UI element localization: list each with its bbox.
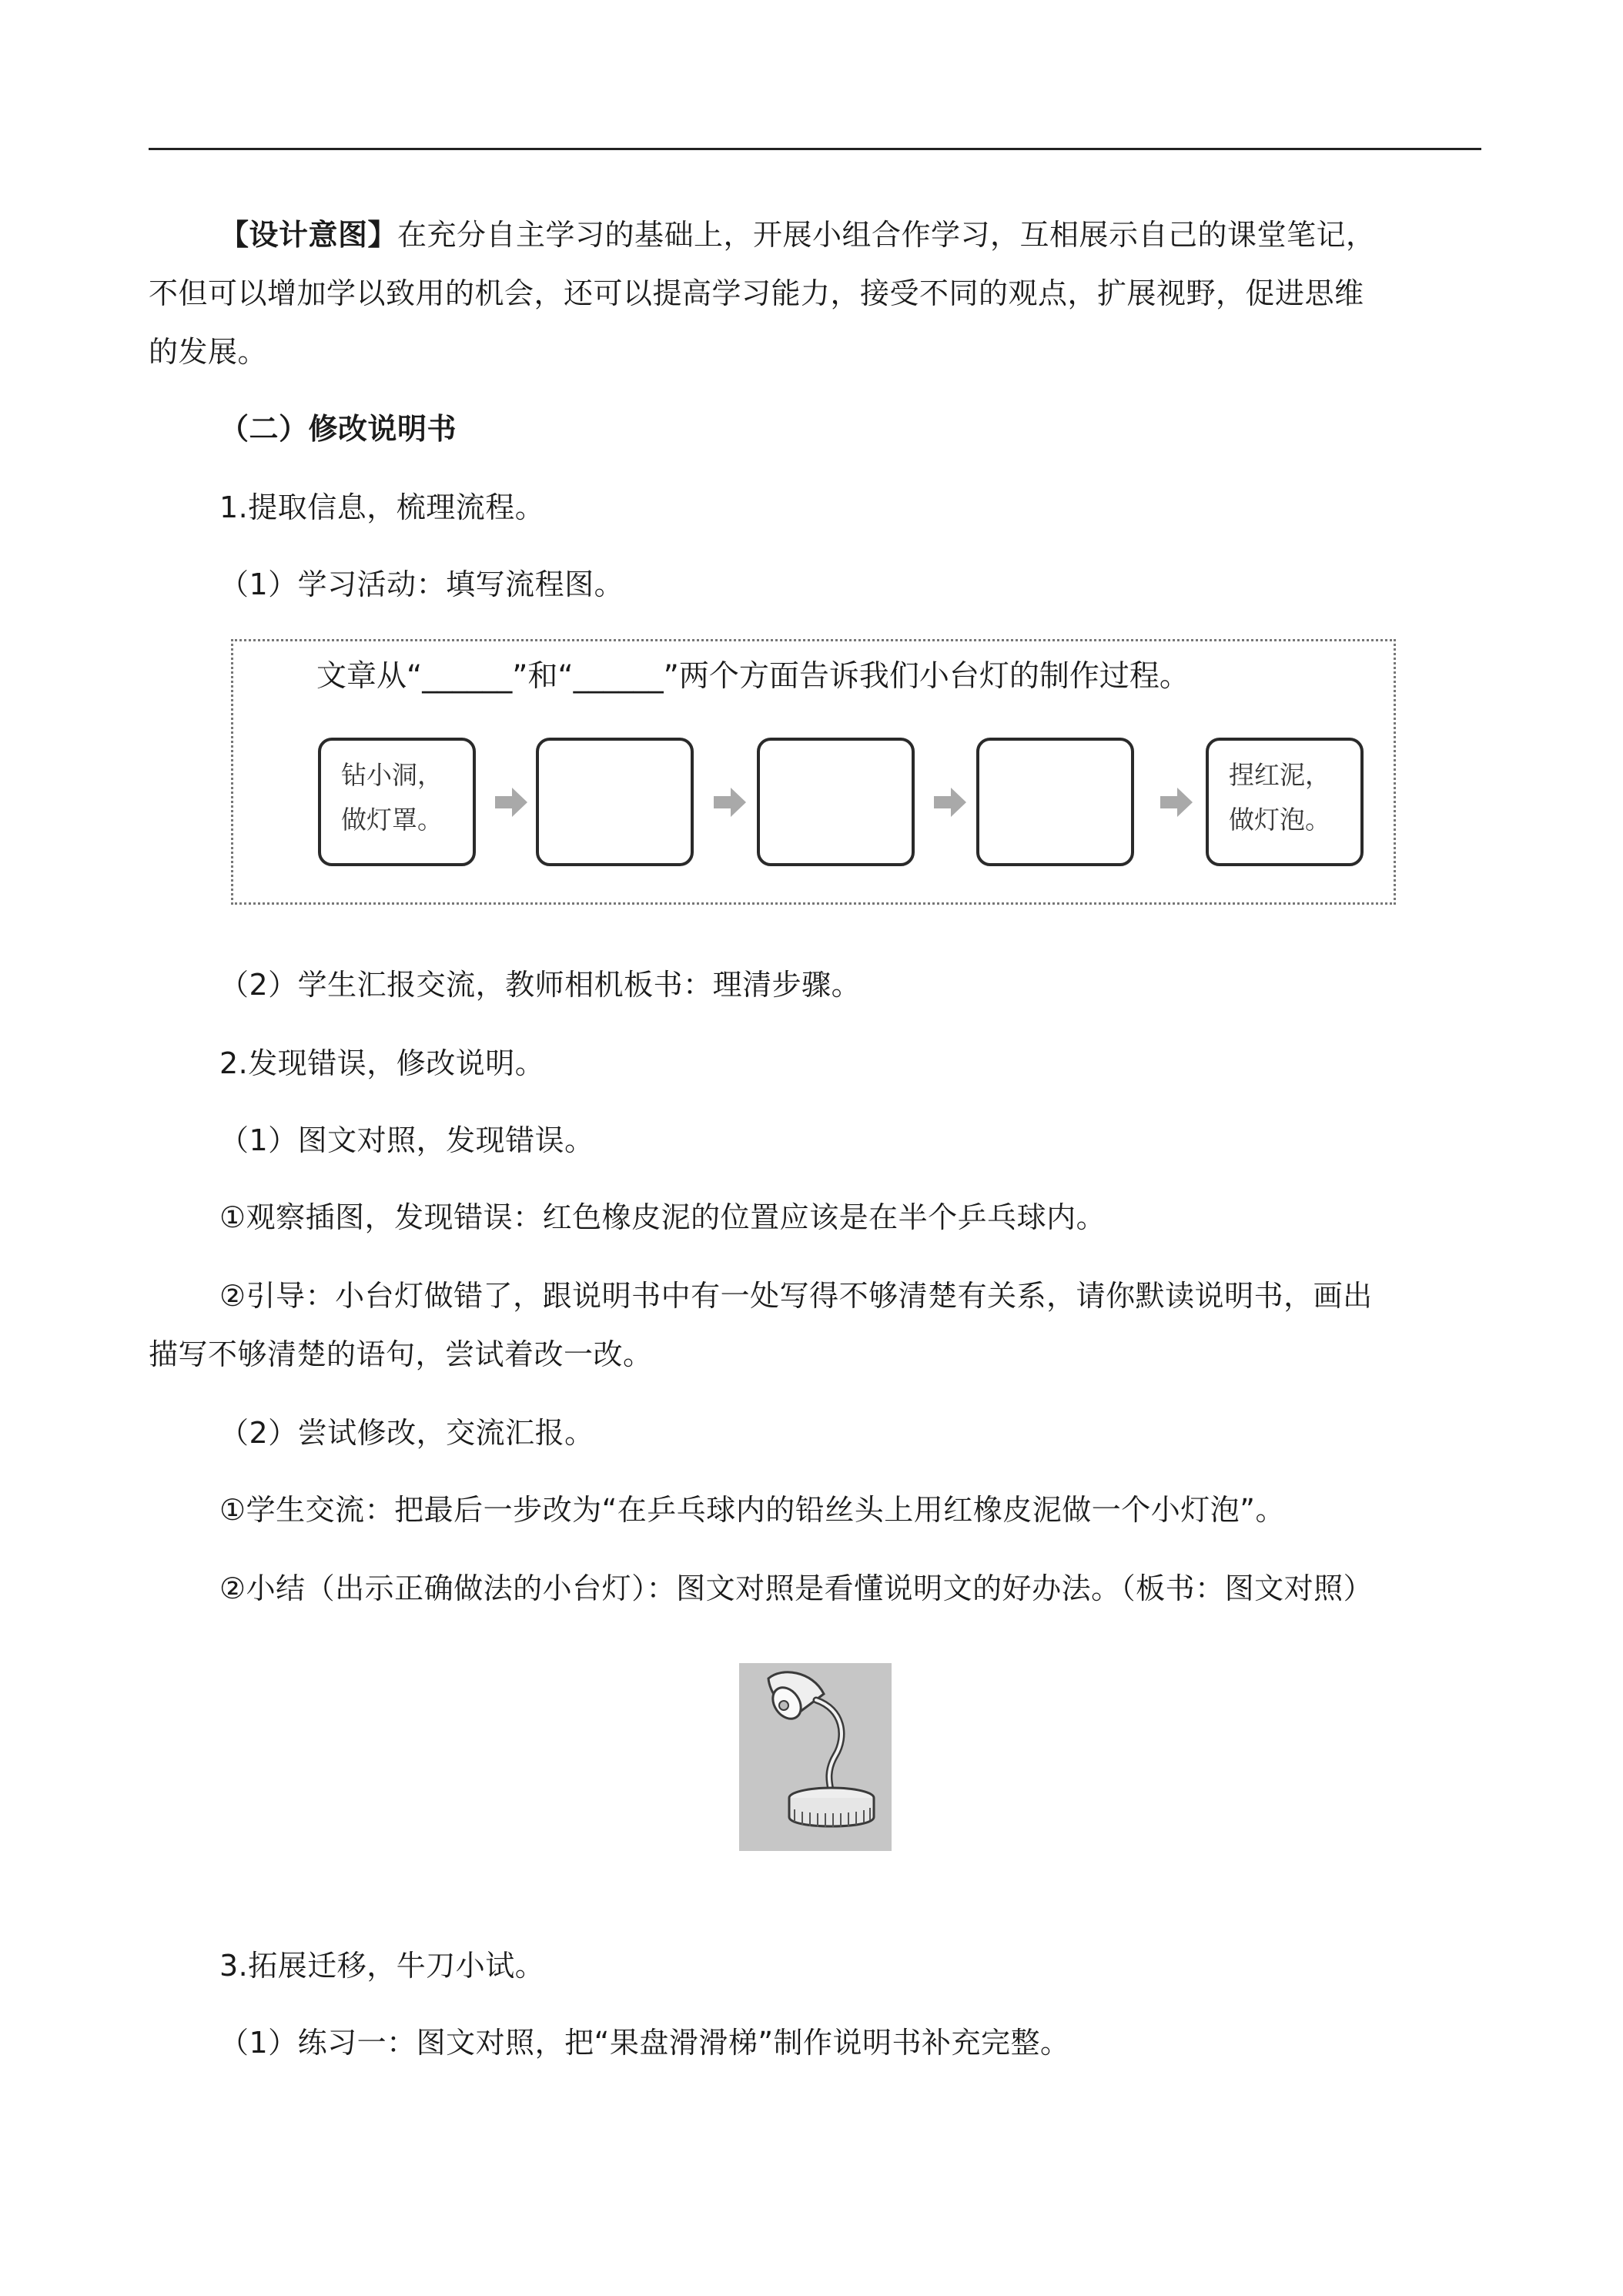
step-1-sub-1: （1）学习活动：填写流程图。 (219, 567, 624, 601)
flow-box-1-text: 钻小洞， 做灯罩。 (341, 760, 443, 835)
step-2-item-3: ①学生交流：把最后一步改为“在乒乓球内的铅丝头上用红橡皮泥做一个小灯泡”。 (219, 1493, 1285, 1527)
step-2-item-4: ②小结（出示正确做法的小台灯）：图文对照是看懂说明文的好办法。（板书：图文对照） (219, 1571, 1374, 1605)
design-intent-line-2: 不但可以增加学以致用的机会，还可以提高学习能力，接受不同的观点，扩展视野，促进思维 (149, 276, 1364, 310)
right-arrow-icon (494, 785, 529, 820)
header-rule (149, 148, 1481, 150)
step-2-sub-2: （2）尝试修改，交流汇报。 (219, 1416, 594, 1450)
flow-box-1 (318, 738, 476, 866)
design-intent-line-1 (219, 205, 1376, 265)
flow-box-2 (536, 738, 694, 866)
flow-box-5-text: 捏红泥， 做灯泡。 (1229, 760, 1330, 835)
flowchart-title: 文章从“______”和“______”两个方面告诉我们小台灯的制作过程。 (316, 659, 1190, 694)
right-arrow-icon (932, 785, 968, 820)
flow-box-4 (976, 738, 1134, 866)
step-2-item-2-line-2: 描写不够清楚的语句，尝试着改一改。 (149, 1337, 653, 1371)
flow-box-5 (1206, 738, 1364, 866)
desk-lamp-illustration (739, 1663, 892, 1851)
step-1-sub-2: （2）学生汇报交流，教师相机板书：理清步骤。 (219, 968, 862, 1002)
flowchart (231, 639, 1396, 905)
desk-lamp-drawing (739, 1663, 892, 1851)
step-3-sub-1: （1）练习一：图文对照，把“果盘滑滑梯”制作说明书补充完整。 (219, 2026, 1070, 2060)
design-intent-line-3: 的发展。 (149, 335, 268, 369)
step-3: 3.拓展迁移，牛刀小试。 (219, 1949, 545, 1983)
right-arrow-icon (712, 785, 748, 820)
step-2-sub-1: （1）图文对照，发现错误。 (219, 1123, 594, 1157)
right-arrow-icon (1159, 785, 1194, 820)
flow-box-3 (757, 738, 915, 866)
design-intent-text-1: 在充分自主学习的基础上，开展小组合作学习，互相展示自己的课堂笔记， (397, 218, 1376, 252)
step-1: 1.提取信息，梳理流程。 (219, 490, 545, 524)
step-2: 2.发现错误，修改说明。 (219, 1046, 545, 1080)
step-2-item-1: ①观察插图，发现错误：红色橡皮泥的位置应该是在半个乒乓球内。 (219, 1200, 1106, 1234)
section-heading: （二）修改说明书 (219, 412, 457, 446)
design-intent-label: 【设计意图】 (219, 218, 398, 252)
step-2-item-2-line-1: ②引导：小台灯做错了，跟说明书中有一处写得不够清楚有关系，请你默读说明书，画出 (219, 1279, 1373, 1313)
